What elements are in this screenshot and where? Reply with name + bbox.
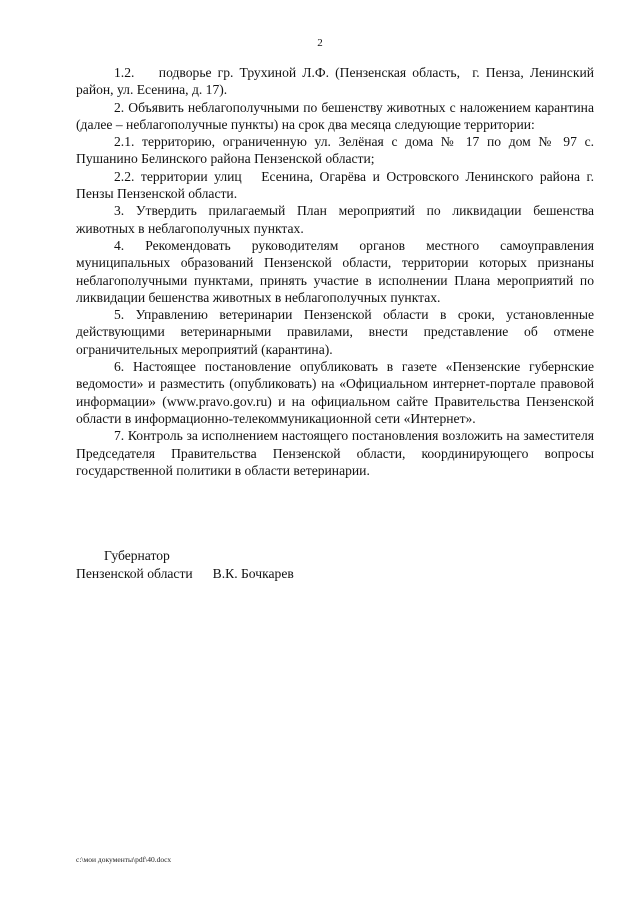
signature-title-line2: Пензенской области <box>76 565 193 581</box>
paragraph-6: 6. Настоящее постановление опубликовать в газете «Пензенские губернские ведомости» и разместить (опубликовать) на «Официальном интернет-портале правовой информации» (www.pravo.gov.ru) и на официальном сайте Правительства Пензенской области в информационно-телекоммуникационной сети «Интернет». <box>76 359 594 426</box>
paragraph-4: 4. Рекомендовать руководителям органов местного самоуправления муниципальных образований Пензенской области, территории которых признаны неблагополучными пунктами, принять участие в исполнении Плана мероприятий по ликвидации бешенства животных в неблагополучных пунктах. <box>76 237 594 305</box>
paragraph-2-2: 2.2. территории улиц Есенина, Огарёва и Островского Ленинского района г. Пензы Пензенской области. <box>76 168 594 202</box>
paragraph-2-1: 2.1. территорию, ограниченную ул. Зелёная с дома № 17 по дом № 97 с. Пушанино Белинского района Пензенской области; <box>76 134 594 167</box>
signature-row <box>76 565 476 583</box>
signature-title-line1: Губернатор <box>104 548 170 563</box>
paragraph-5: 5. Управлению ветеринарии Пензенской области в сроки, установленные действующими ветеринарными правилами, внести представление об отмене ограничительных мероприятий (карантина). <box>76 307 594 357</box>
page-number: 2 <box>317 37 323 49</box>
signatory-name: В.К. Бочкарев <box>212 565 294 581</box>
paragraph-1-2: 1.2. подворье гр. Трухиной Л.Ф. (Пензенская область, г. Пенза, Ленинский район, ул. Есенина, д. 17). <box>76 65 594 98</box>
paragraph-2: 2. Объявить неблагополучными по бешенству животных с наложением карантина (далее – неблагополучные пункты) на срок два месяца следующие территории: <box>76 99 594 132</box>
paragraph-3: 3. Утвердить прилагаемый План мероприятий по ликвидации бешенства животных в неблагополучных пунктах. <box>76 203 594 236</box>
signature-block <box>76 547 476 582</box>
paragraph-7: 7. Контроль за исполнением настоящего постановления возложить на заместителя Председателя Правительства Пензенской области, координирующего вопросы государственной политики в области ветеринарии. <box>76 428 594 478</box>
footer-file-path: c:\мои документы\pdf\40.docx <box>76 855 172 864</box>
document-body <box>76 64 594 479</box>
